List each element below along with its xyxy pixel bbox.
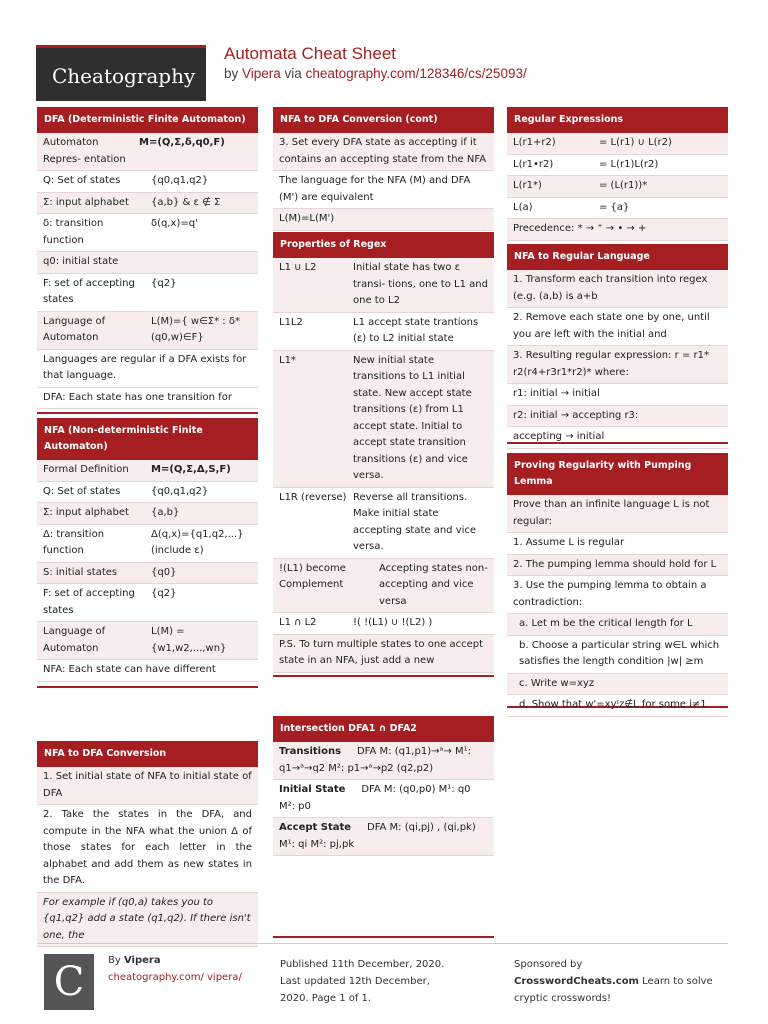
table-row xyxy=(273,742,494,780)
row-value: {a,b} & ε ∉ Σ xyxy=(151,196,221,208)
table-row xyxy=(37,584,258,622)
step: 1. Set initial state of NFA to initial state of DFA xyxy=(37,767,258,805)
sheet-url-link[interactable]: cheatography.com/128346/cs/25093/ xyxy=(305,66,527,81)
row-value: L1 accept state trantions (ε) to L2 initial state xyxy=(353,316,479,344)
row-key: Δ: transition function xyxy=(43,528,105,556)
sub-step: d. Show that w'=xyᶦz∉L for some i≠1 xyxy=(507,695,728,717)
row-key: Automaton Repres- entation xyxy=(43,137,126,165)
section-properties-of-regex xyxy=(273,232,494,677)
step: 3. Set every DFA state as accepting if it contains an accepting state from the NFA xyxy=(273,133,494,171)
row-extra: (q2,p2) xyxy=(396,762,434,774)
footer-by: By xyxy=(108,955,124,966)
table-row xyxy=(273,559,494,614)
section-nfa-to-regular-language xyxy=(507,244,728,444)
step-detail: r2: initial → accepting r3: xyxy=(507,406,728,428)
page-title: Automata Cheat Sheet xyxy=(224,44,397,63)
sub-step: a. Let m be the critical length for L xyxy=(507,614,728,636)
table-row xyxy=(37,622,258,660)
step-detail: r1: initial → initial xyxy=(507,384,728,406)
row-value: New initial state transitions to L1 initial state. New accept state transitions (ε) from L1 accept state. Initial to accept state transition transitions (ε) and vice versa. xyxy=(353,354,472,481)
byline-by: by xyxy=(224,66,243,81)
row-key: Accept State xyxy=(279,822,352,833)
step: 1. Transform each transition into regex (e.g. (a,b) is a+b xyxy=(507,270,728,308)
section-regular-expressions xyxy=(507,107,728,232)
row-key: q0: initial state xyxy=(43,256,119,267)
section-title: NFA to DFA Conversion (cont) xyxy=(273,107,494,133)
row-key: Σ: input alphabet xyxy=(43,196,129,208)
table-row xyxy=(507,176,728,198)
row-value: {q0,q1,q2} xyxy=(151,175,209,186)
row-key: Initial State xyxy=(279,784,346,795)
row-value: DFA M: (q0,p0) M¹: q0 M²: p0 xyxy=(279,784,471,812)
row-key: L1* xyxy=(279,354,296,366)
row-key: Language of Automaton xyxy=(43,626,106,654)
table-row xyxy=(37,274,258,312)
section-title: DFA (Deterministic Finite Automaton) xyxy=(37,107,258,133)
table-row xyxy=(37,312,258,350)
table-row xyxy=(37,133,258,171)
row-value: {q2} xyxy=(151,277,177,289)
section-pumping-lemma xyxy=(507,453,728,708)
sponsor-text: Learn to solve cryptic crosswords! xyxy=(514,976,713,1004)
row-key: F: set of accepting states xyxy=(43,277,135,305)
table-row xyxy=(37,171,258,193)
table-row xyxy=(37,252,258,274)
section-intersection xyxy=(273,716,494,938)
cheatography-logo[interactable] xyxy=(36,45,206,101)
row-key: Q: Set of states xyxy=(43,175,121,186)
row-key: δ: transition function xyxy=(43,218,104,246)
step: 2. Remove each state one by one, until you are left with the initial and xyxy=(507,308,728,346)
section-nfa xyxy=(37,418,258,688)
table-row xyxy=(507,198,728,220)
footer-sponsor xyxy=(514,956,719,1007)
row-key: Formal Definition xyxy=(43,464,129,475)
note: DFA: Each state has one transition for xyxy=(37,388,258,410)
section-dfa xyxy=(37,107,258,414)
row-value: L(M) = {w1,w2,...,wn} xyxy=(151,626,227,654)
row-value: !( !(L1) ∪ !(L2) ) xyxy=(353,617,433,628)
step: 2. The pumping lemma should hold for L xyxy=(507,555,728,577)
row-value: {q2} xyxy=(151,588,177,599)
section-title: Properties of Regex xyxy=(273,232,494,258)
section-title: NFA to Regular Language xyxy=(507,244,728,270)
footer-author xyxy=(108,952,258,986)
footer-published: Published 11th December, 2020. Last updated 12th December, 2020. Page 1 of 1. xyxy=(280,959,445,1004)
author-link[interactable]: Vipera xyxy=(242,66,281,81)
row-value: {a,b} xyxy=(151,507,180,518)
row-key: Transitions xyxy=(279,746,342,757)
row-key: L1L2 xyxy=(279,316,303,328)
row-value: {q0} xyxy=(151,566,177,578)
table-row xyxy=(507,133,728,155)
row-key: !(L1) become Complement xyxy=(279,562,346,590)
row-value: Initial state has two ε transi- tions, one to L1 and one to L2 xyxy=(353,262,488,306)
row-key: L(a) xyxy=(513,201,533,213)
sub-step: c. Write w=xyz xyxy=(507,674,728,696)
row-key: L(r1+r2) xyxy=(513,137,556,148)
table-row xyxy=(37,503,258,525)
row-value: L(M)={ w∈Σ* : δ*(q0,w)∈F} xyxy=(151,315,240,343)
footer-divider xyxy=(37,943,728,944)
table-row xyxy=(37,460,258,482)
row-key: L(r1•r2) xyxy=(513,158,554,170)
row-key: L1 ∪ L2 xyxy=(279,262,317,273)
row-key: Q: Set of states xyxy=(43,485,121,497)
equation: L(M)=L(M') xyxy=(273,209,494,231)
table-row xyxy=(37,525,258,563)
step-detail: accepting → initial xyxy=(507,427,728,449)
row-value: δ(q,x)=q' xyxy=(151,218,198,229)
row-value: = L(r1) ∪ L(r2) xyxy=(599,137,672,148)
byline-via: via xyxy=(280,66,306,81)
step: 3. Use the pumping lemma to obtain a contradiction: xyxy=(507,576,728,614)
table-row xyxy=(273,780,494,818)
row-key: L1R (reverse) xyxy=(279,491,347,503)
row-value: Accepting states non- accepting and vice versa xyxy=(379,562,488,607)
sponsor-link[interactable]: CrosswordCheats.com xyxy=(514,976,639,987)
row-value: = (L(r1))* xyxy=(599,180,648,191)
table-row xyxy=(273,818,494,856)
section-title: NFA (Non-deterministic Finite Automaton) xyxy=(37,418,258,460)
row-key: Language of Automaton xyxy=(43,315,106,343)
row-value: DFA M: (q1,p1)→ᵃ→ M¹: q1→ᵃ→q2 M²: p1→ᵃ→p2 xyxy=(279,746,471,774)
row-key: L(r1*) xyxy=(513,180,542,191)
step: 3. Resulting regular expression: r = r1* r2(r4+r3r1*r2)* where: xyxy=(507,346,728,384)
table-row xyxy=(37,214,258,252)
row-key: L1 ∩ L2 xyxy=(279,617,317,628)
table-row xyxy=(37,193,258,215)
row-key: Σ: input alphabet xyxy=(43,507,129,518)
table-row xyxy=(273,488,494,559)
table-row xyxy=(273,313,494,351)
section-title: Proving Regularity with Pumping Lemma xyxy=(507,453,728,495)
logo-text: Cheatography xyxy=(52,64,196,88)
row-value: {q0,q1,q2} xyxy=(151,485,209,497)
table-row xyxy=(273,351,494,488)
footer-author-link[interactable]: cheatography.com/ vipera/ xyxy=(108,972,242,983)
section-title: NFA to DFA Conversion xyxy=(37,741,258,767)
row-key: S: initial states xyxy=(43,566,118,578)
note: P.S. To turn multiple states to one accept state in an NFA, just add a new xyxy=(273,635,494,673)
row-value: M=(Q,Σ,δ,q0,F) xyxy=(139,137,225,148)
row-key: F: set of accepting states xyxy=(43,588,135,616)
section-title: Intersection DFA1 ∩ DFA2 xyxy=(273,716,494,742)
table-row xyxy=(273,258,494,313)
table-row xyxy=(507,155,728,177)
row-value: = {a} xyxy=(599,201,630,213)
cheatography-c-logo: C xyxy=(44,954,94,1010)
table-row xyxy=(37,482,258,504)
row-value: M=(Q,Σ,Δ,S,F) xyxy=(151,464,231,475)
step: Prove than an infinite language L is not regular: xyxy=(507,495,728,533)
table-row xyxy=(273,613,494,635)
section-title: Regular Expressions xyxy=(507,107,728,133)
example-note: For example if (q0,a) takes you to {q1,q2} add a state (q1,q2). If there isn't one, the xyxy=(37,893,258,948)
row-value: Δ(q,x)={q1,q2,...} (include ε) xyxy=(151,528,244,556)
row-value: DFA M: (qi,pj) , (qi,pk) M¹: qi M²: pj,pk xyxy=(279,822,476,850)
row-value: Reverse all transitions. Make initial state accepting state and vice versa. xyxy=(353,491,477,552)
step: 1. Assume L is regular xyxy=(507,533,728,555)
step: 2. Take the states in the DFA, and compute in the NFA what the union Δ of those states for each letter in the alphabet and add them as new states in the DFA. xyxy=(37,805,258,893)
note: Languages are regular if a DFA exists for that language. xyxy=(37,350,258,388)
table-row xyxy=(37,563,258,585)
precedence: Precedence: * → ⁺ → • → + xyxy=(507,219,728,241)
section-nfa-to-dfa xyxy=(37,741,258,941)
row-value: = L(r1)L(r2) xyxy=(599,158,659,170)
sub-step: b. Choose a particular string w∈L which satisfies the length condition |w| ≥m xyxy=(507,636,728,674)
footer-author-name: Vipera xyxy=(123,955,161,966)
note: NFA: Each state can have different xyxy=(37,660,258,682)
sponsored-by-label: Sponsored by xyxy=(514,959,583,970)
section-nfa-to-dfa-cont xyxy=(273,107,494,227)
byline xyxy=(224,66,527,81)
note: The language for the NFA (M) and DFA (M') are equivalent xyxy=(273,171,494,209)
